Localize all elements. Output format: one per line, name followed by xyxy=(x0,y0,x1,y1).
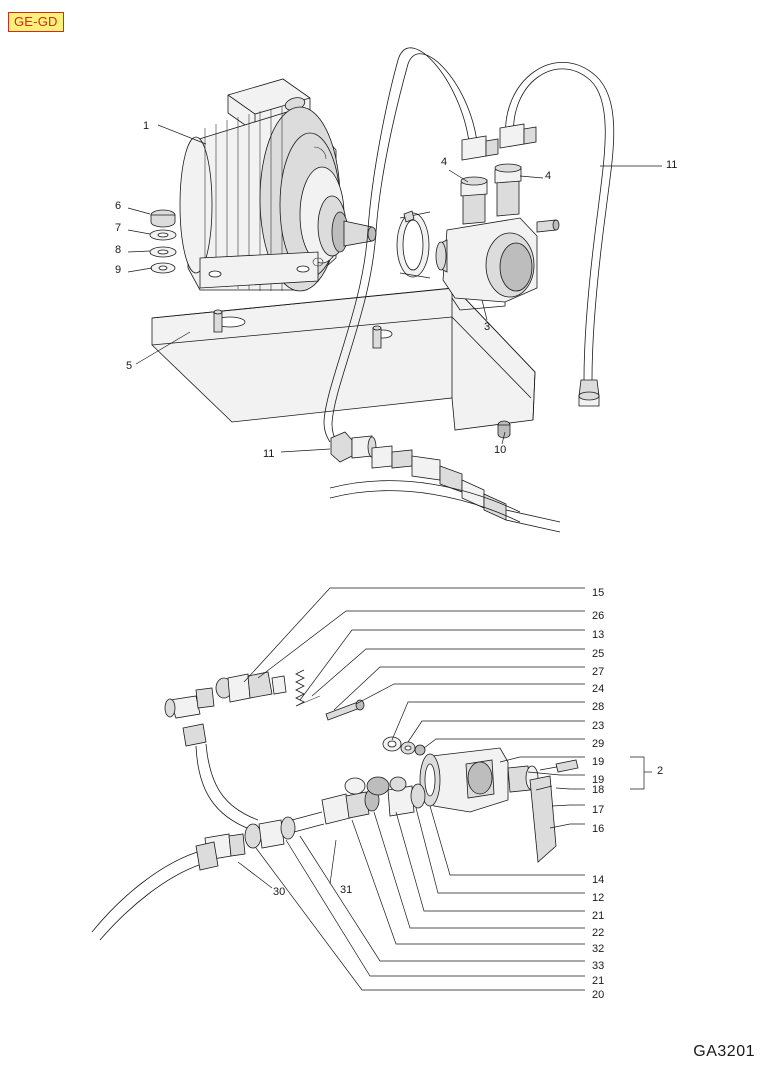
part-group-tag: GE-GD xyxy=(8,12,64,32)
electric-motor xyxy=(180,79,376,291)
callout-20: 20 xyxy=(592,989,605,1001)
callout-14: 14 xyxy=(592,874,605,886)
base-plate xyxy=(152,288,535,438)
callout-7: 7 xyxy=(115,222,122,234)
callout-4-right: 4 xyxy=(545,170,552,182)
callout-21-b: 21 xyxy=(592,975,605,987)
callout-25: 25 xyxy=(592,648,605,660)
callout-29: 29 xyxy=(592,738,605,750)
callout-6: 6 xyxy=(115,200,122,212)
pump-body xyxy=(436,164,559,310)
callout-27: 27 xyxy=(592,666,605,678)
coupling-ring xyxy=(397,211,430,278)
callout-group-2: 2 xyxy=(657,765,664,777)
callout-26: 26 xyxy=(592,610,605,622)
callout-12: 12 xyxy=(592,892,605,904)
washer-stack xyxy=(150,210,176,273)
callout-22: 22 xyxy=(592,927,605,939)
callout-10: 10 xyxy=(494,444,507,456)
callout-32: 32 xyxy=(592,943,605,955)
callout-16: 16 xyxy=(592,823,605,835)
callout-3: 3 xyxy=(484,321,491,333)
callout-4-left: 4 xyxy=(441,156,448,168)
callout-21-a: 21 xyxy=(592,910,605,922)
callout-28: 28 xyxy=(592,701,605,713)
callout-30: 30 xyxy=(273,886,286,898)
callout-15: 15 xyxy=(592,587,605,599)
lower-hose-run xyxy=(330,446,560,532)
callout-19-a: 19 xyxy=(592,756,605,768)
callout-31: 31 xyxy=(340,884,353,896)
callout-8: 8 xyxy=(115,244,122,256)
callout-24: 24 xyxy=(592,683,605,695)
callout-1: 1 xyxy=(143,120,150,132)
callout-19-b: 19 xyxy=(592,774,605,786)
callout-23: 23 xyxy=(592,720,605,732)
callout-13: 13 xyxy=(592,629,605,641)
callout-18: 18 xyxy=(592,784,605,796)
callout-11-left: 11 xyxy=(263,448,275,460)
callout-33: 33 xyxy=(592,960,605,972)
drawing-code: GA3201 xyxy=(693,1043,755,1060)
callout-9: 9 xyxy=(115,264,122,276)
exploded-valve-assembly xyxy=(92,588,652,990)
callout-17: 17 xyxy=(592,804,605,816)
callout-5: 5 xyxy=(126,360,133,372)
callout-11-right: 11 xyxy=(666,159,678,171)
